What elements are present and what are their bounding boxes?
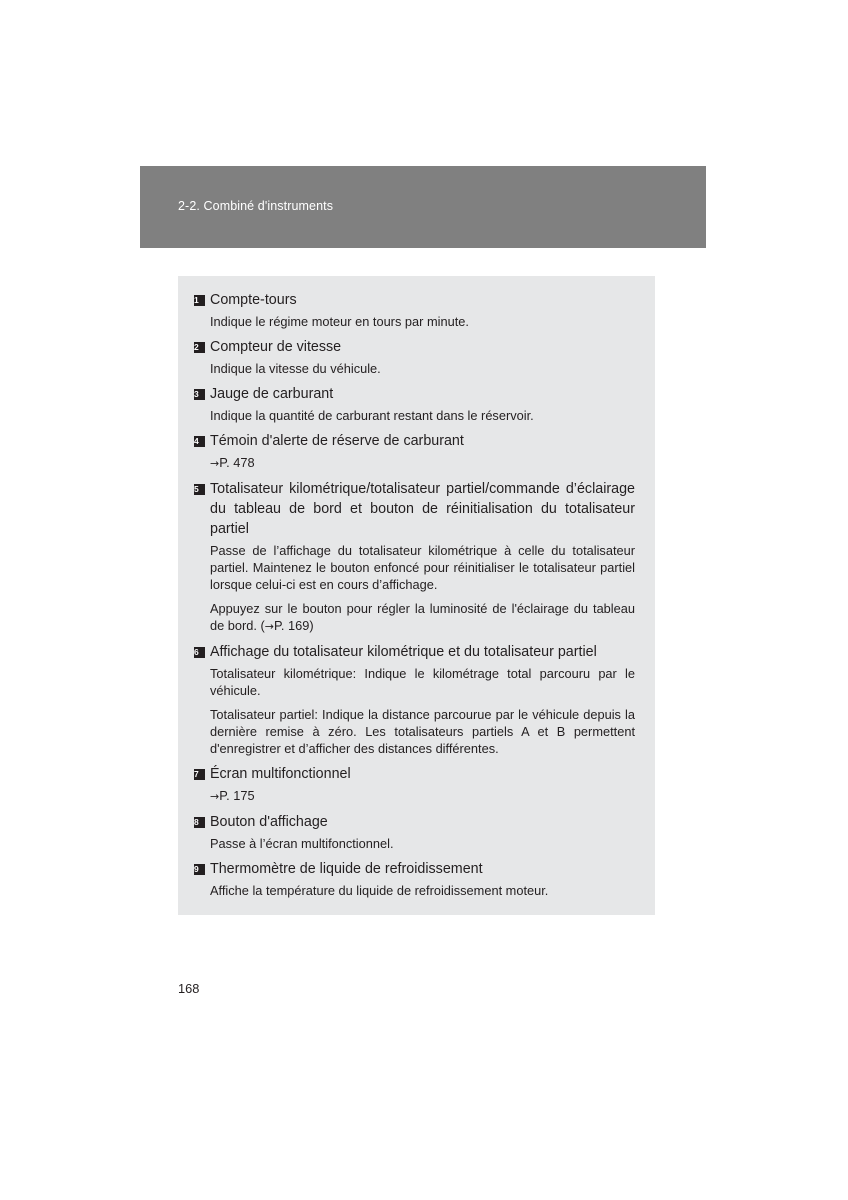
item-number-badge: 7	[194, 769, 205, 780]
item-number-badge: 1	[194, 295, 205, 306]
item-number-badge: 6	[194, 647, 205, 658]
item-number-badge: 8	[194, 817, 205, 828]
item-title: Totalisateur kilométrique/totalisateur partiel/commande d’éclairage du tableau de bord et bouton de réinitialisation du totalisateur partiel	[210, 481, 635, 537]
item-heading	[194, 290, 635, 310]
item-title: Témoin d'alerte de réserve de carburant	[210, 433, 464, 449]
item-description: Indique la quantité de carburant restant dans le réservoir.	[210, 408, 534, 423]
item-heading	[194, 384, 635, 404]
item-number-badge: 3	[194, 389, 205, 400]
item-description: Totalisateur partiel: Indique la distance parcourue par le véhicule depuis la dernière remise à zéro. Les totalisateurs partiels A et B permettent d'enregistrer et d’afficher des distances différentes.	[210, 707, 635, 756]
section-header-band	[140, 166, 706, 248]
description-text-suffix: )	[309, 618, 314, 633]
item-heading	[194, 479, 635, 539]
item-title: Affichage du totalisateur kilométrique et du totalisateur partiel	[210, 644, 597, 660]
item-heading	[194, 764, 635, 784]
item-number-badge: 4	[194, 436, 205, 447]
item-number-badge: 5	[194, 484, 205, 495]
section-title: 2-2. Combiné d'instruments	[178, 199, 334, 213]
item-title: Bouton d'affichage	[210, 814, 328, 830]
page-number: 168	[178, 981, 200, 996]
legend-item-odometer-display	[194, 642, 635, 757]
item-title: Thermomètre de liquide de refroidissement	[210, 861, 483, 877]
item-heading	[194, 337, 635, 357]
item-number-badge: 9	[194, 864, 205, 875]
arrow-right-icon: →	[264, 620, 274, 633]
item-description	[194, 600, 635, 635]
item-page-reference	[194, 454, 635, 472]
item-description: Indique le régime moteur en tours par minute.	[210, 314, 469, 329]
instrument-legend-box	[178, 276, 655, 915]
item-description: Totalisateur kilométrique: Indique le kilométrage total parcouru par le véhicule.	[210, 666, 635, 698]
item-number-badge: 2	[194, 342, 205, 353]
item-title: Compte-tours	[210, 292, 297, 308]
item-heading	[194, 431, 635, 451]
item-title: Compteur de vitesse	[210, 339, 342, 355]
item-title: Jauge de carburant	[210, 386, 334, 402]
item-heading	[194, 859, 635, 879]
item-description: Indique la vitesse du véhicule.	[210, 361, 381, 376]
legend-item-multi-info-display	[194, 764, 635, 805]
item-heading	[194, 812, 635, 832]
legend-item-low-fuel-warning	[194, 431, 635, 472]
page-reference-link[interactable]: P. 478	[219, 455, 255, 470]
legend-item-display-button	[194, 812, 635, 852]
legend-item-fuel-gauge	[194, 384, 635, 424]
legend-item-coolant-thermometer	[194, 859, 635, 899]
item-title: Écran multifonctionnel	[210, 766, 351, 782]
item-description: Passe à l’écran multifonctionnel.	[210, 836, 394, 851]
legend-item-odometer-switch	[194, 479, 635, 635]
description-text: Appuyez sur le bouton pour régler la luminosité de l'éclairage du tableau de bord. (	[210, 601, 635, 633]
arrow-right-icon: →	[210, 790, 220, 803]
legend-item-speedometer	[194, 337, 635, 377]
page-reference-link[interactable]: P. 175	[219, 788, 255, 803]
item-heading	[194, 642, 635, 662]
item-description: Passe de l’affichage du totalisateur kilométrique à celle du totalisateur partiel. Maintenez le bouton enfoncé pour réinitialiser le totalisateur partiel lorsque celui-ci est en cours d’affichage.	[210, 543, 635, 592]
item-description: Affiche la température du liquide de refroidissement moteur.	[210, 883, 549, 898]
page-reference-link[interactable]: P. 169	[274, 618, 310, 633]
item-page-reference	[194, 787, 635, 805]
arrow-right-icon: →	[210, 457, 220, 470]
legend-item-tachometer	[194, 290, 635, 330]
